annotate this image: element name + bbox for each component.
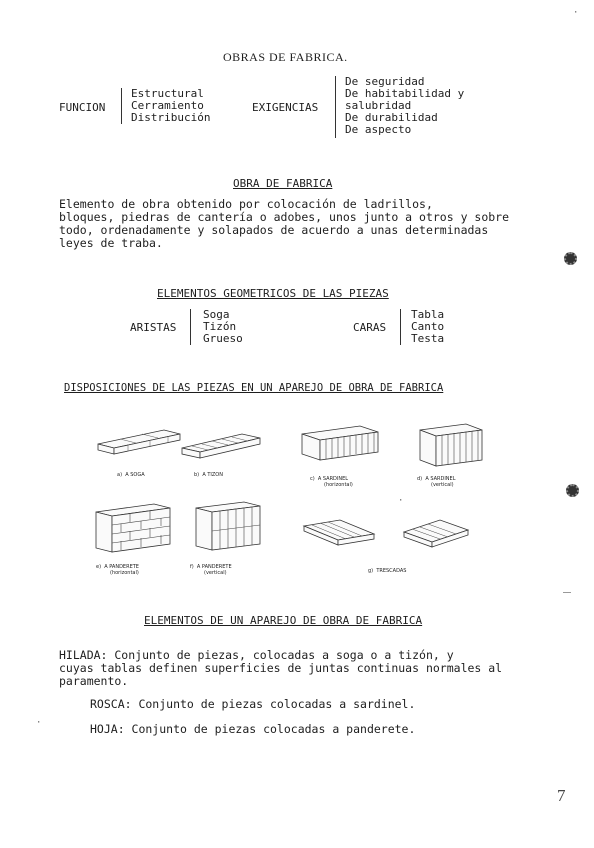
scan-mark: · [398,496,404,506]
funcion-label: FUNCION [59,101,106,114]
exigencias-item: De seguridad [345,75,425,88]
page-number: 7 [557,786,566,805]
cara-item: Tabla [411,308,445,321]
brick-soga-illustration [94,422,186,462]
caption-a: a) A SOGA [117,472,145,478]
brick-sardinel-horizontal-illustration [298,420,382,468]
geometricos-heading: ELEMENTOS GEOMETRICOS DE LAS PIEZAS [157,287,389,300]
aristas-label: ARISTAS [130,321,177,334]
elementos-heading: ELEMENTOS DE UN APAREJO DE OBRA DE FABRICA [144,614,423,627]
caption-g: g) TRESCADAS [368,568,407,574]
caras-list [411,309,444,345]
scan-mark: · [36,718,42,728]
scan-mark [563,592,571,593]
aristas-bracket [190,309,191,345]
arista-item: Grueso [203,332,243,345]
funcion-list [131,88,210,124]
exigencias-label: EXIGENCIAS [252,101,319,114]
caption-c: c) A SARDINEL (horizontal) [310,476,353,488]
funcion-item: Estructural [131,87,204,100]
cara-item: Testa [411,332,445,345]
brick-sardinel-vertical-illustration [416,420,488,472]
exigencias-item: De habitabilidad y [345,87,465,100]
caption-b: b) A TIZON [194,472,223,478]
funcion-item: Distribución [131,111,211,124]
page-title: OBRAS DE FABRICA. [223,50,348,64]
caption-d: d) A SARDINEL (vertical) [417,476,456,488]
rosca-definition: ROSCA: Conjunto de piezas colocadas a sardinel. [90,697,416,711]
arista-item: Tizón [203,320,237,333]
obra-heading: OBRA DE FABRICA [233,177,333,190]
exigencias-item: De aspecto [345,123,412,136]
scan-mark: · [573,8,579,18]
brick-panderete-horizontal-illustration [90,498,176,558]
exigencias-item: salubridad [345,99,412,112]
punch-hole [566,484,579,497]
exigencias-list [345,76,464,136]
cara-item: Canto [411,320,445,333]
funcion-bracket [121,88,122,124]
funcion-item: Cerramiento [131,99,204,112]
caras-bracket [400,309,401,345]
obra-definition: Elemento de obra obtenido por colocación de ladrillos, bloques, piedras de cantería o adobes, unos junto a otros y sobre todo, ordenadamente y solapados de acuerdo a unas determinadas leyes de traba. [59,197,510,250]
caption-f: f) A PANDERETE (vertical) [190,564,232,576]
brick-panderete-vertical-illustration [190,498,266,558]
caption-e: e) A PANDERETE (horizontal) [96,564,139,576]
exigencias-bracket [335,76,336,138]
brick-trescadas-illustration [300,512,474,552]
hoja-definition: HOJA: Conjunto de piezas colocadas a panderete. [90,722,416,736]
hilada-definition: HILADA: Conjunto de piezas, colocadas a soga o a tizón, y cuyas tablas definen superficies de juntas continuas normales al paramento. [59,648,503,688]
exigencias-item: De durabilidad [345,111,438,124]
punch-hole [564,252,577,265]
disposiciones-heading: DISPOSICIONES DE LAS PIEZAS EN UN APAREJO DE OBRA DE FABRICA [64,382,444,394]
brick-tizon-illustration [178,424,268,464]
caras-label: CARAS [353,321,387,334]
arista-item: Soga [203,308,230,321]
aristas-list [203,309,243,345]
